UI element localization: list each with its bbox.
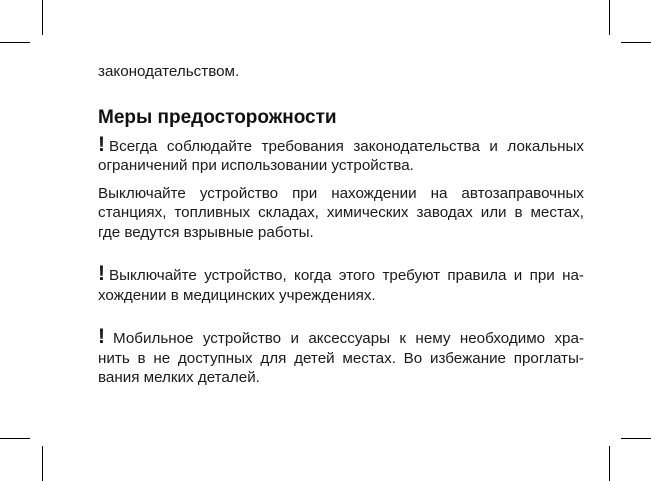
crop-mark-bottom-left-vertical [42,446,43,481]
paragraph-4-line-3: вания мелких деталей. [98,369,260,386]
paragraph-4-line-1-text: Мобильное устройство и аксессуары к нему необходимо хра- [113,330,584,347]
paragraph-3-line-1 [98,264,584,286]
paragraph-4-line-2: нить в не доступных для детей местах. Во избежание проглаты- [98,349,584,367]
crop-mark-top-left-horizontal [0,42,30,43]
crop-mark-bottom-left-horizontal [0,438,30,439]
paragraph-3-line-1-text: Выключайте устройство, когда этого требуют правила и при на- [109,267,584,284]
paragraph-1-line-1 [98,132,584,157]
paragraph-2-line-2: станциях, топливных складах, химических заводах или в местах, [98,204,584,221]
paragraph-2 [98,184,584,243]
paragraph-2-line-1: Выключайте устройство при нахождении на автозаправочных [98,184,584,202]
crop-mark-top-right-horizontal [621,42,651,43]
paragraph-1-line-2: ограничений при использовании устройства. [98,157,414,174]
crop-mark-top-left-vertical [42,0,43,35]
crop-mark-bottom-right-horizontal [621,438,651,439]
paragraph-4-line-1 [98,327,584,349]
warning-icon: ! [98,325,105,348]
paragraph-1-line-1-text: Всегда соблюдайте требования законодательства и локальных [109,137,584,155]
warning-icon: ! [98,262,105,285]
paragraph-2-line-3: где ведутся взрывные работы. [98,223,314,241]
warning-icon: ! [98,132,105,156]
document-body [98,62,584,388]
section-heading: Меры предосторожности [98,106,337,128]
lead-in-text: законодательством. [98,63,240,80]
paragraph-3-line-2: хождении в медицинских учреждениях. [98,286,376,304]
paragraph-4 [98,327,584,388]
crop-mark-bottom-right-vertical [609,446,610,481]
crop-mark-top-right-vertical [609,0,610,35]
paragraph-3 [98,264,584,305]
paragraph-1 [98,132,584,176]
